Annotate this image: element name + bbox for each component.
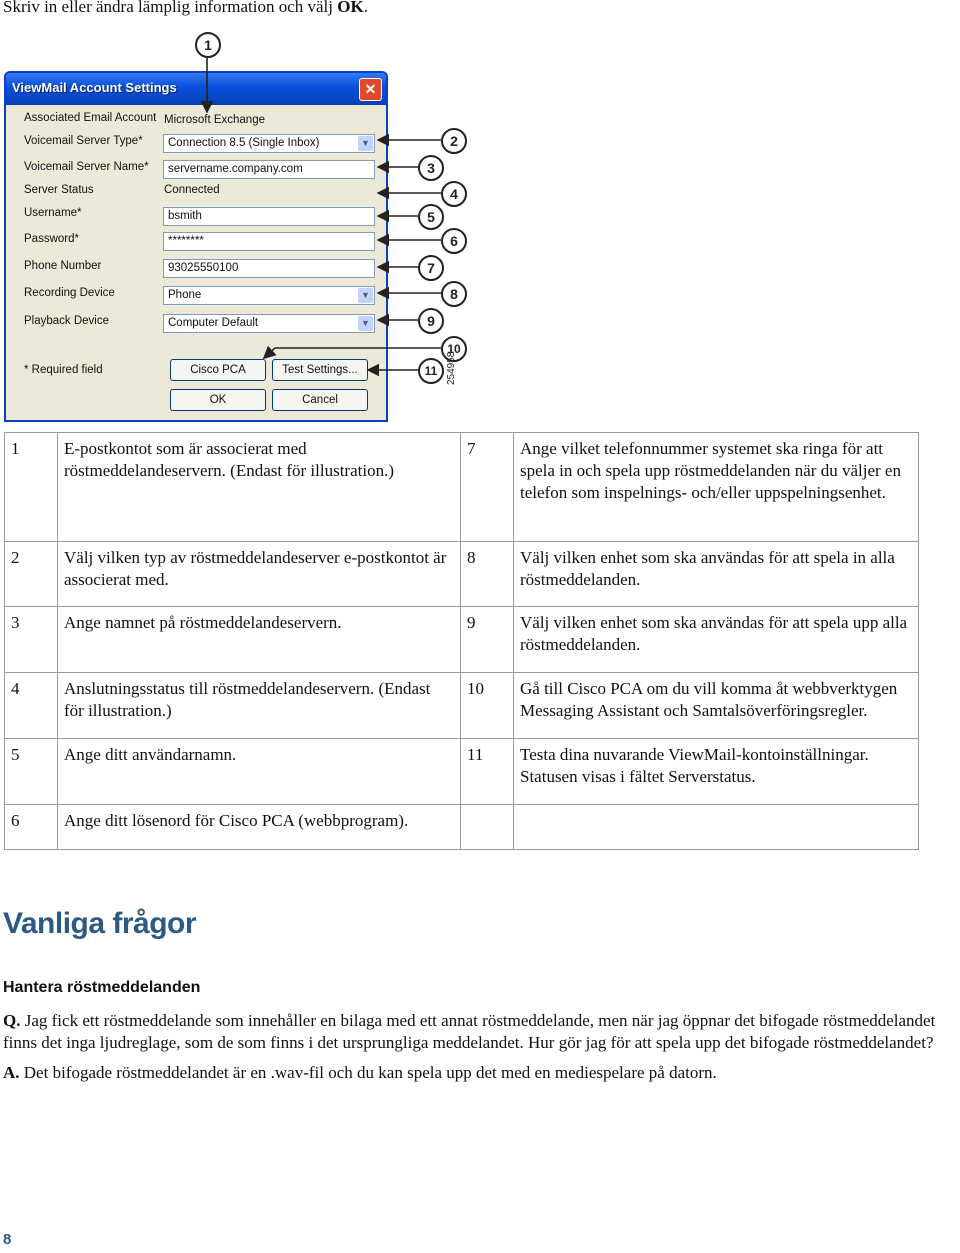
intro-text: Skriv in eller ändra lämplig information och välj OK.	[3, 0, 368, 16]
label-email-account: Associated Email Account	[24, 112, 157, 124]
chevron-down-icon: ▼	[358, 136, 373, 151]
label-server-status: Server Status	[24, 184, 94, 196]
faq-question: Q. Jag fick ett röstmeddelande som innehåller en bilaga med ett annat röstmeddelande, men när jag öppnar det bifogade röstmeddelandet finns det inga ljudreglage, som de som finns i det ursprungliga meddelandet. Hur gör jag för att spela upp det bifogade röstmeddelandet?	[3, 1011, 936, 1052]
callout-5: 5	[418, 204, 444, 230]
faq-subheading: Hantera röstmeddelanden	[3, 979, 201, 996]
label-playback: Playback Device	[24, 315, 110, 327]
faq-heading: Vanliga frågor	[3, 907, 197, 940]
table-row: 5 Ange ditt användarnamn. 11 Testa dina nuvarande ViewMail-kontoinställningar. Statusen visas i fältet Serverstatus.	[5, 739, 919, 805]
cisco-pca-button[interactable]: Cisco PCA	[170, 359, 266, 381]
required-field-note: * Required field	[24, 364, 103, 376]
callout-7: 7	[418, 255, 444, 281]
password-input[interactable]: ********	[163, 232, 375, 251]
test-settings-button[interactable]: Test Settings...	[272, 359, 368, 381]
callout-3: 3	[418, 155, 444, 181]
table-row: 3 Ange namnet på röstmeddelandeservern. 9 Välj vilken enhet som ska användas för att spela upp alla röstmeddelanden.	[5, 607, 919, 673]
faq-answer: A. Det bifogade röstmeddelandet är en .wav-fil och du kan spela upp det med en mediespelare på datorn.	[3, 1063, 717, 1082]
username-input[interactable]: bsmith	[163, 207, 375, 226]
callout-10: 10	[441, 336, 467, 362]
callout-2: 2	[441, 128, 467, 154]
close-icon[interactable]: ✕	[359, 78, 382, 101]
table-row: 6 Ange ditt lösenord för Cisco PCA (webbprogram).	[5, 805, 919, 850]
callout-arrows	[0, 0, 480, 430]
phone-input[interactable]: 93025550100	[163, 259, 375, 278]
server-type-select[interactable]: Connection 8.5 (Single Inbox) ▼	[163, 134, 375, 153]
table-row: 2 Välj vilken typ av röstmeddelandeserver e-postkontot är associerat med. 8 Välj vilken enhet som ska användas för att spela in alla röstmeddelanden.	[5, 542, 919, 607]
page-number: 8	[3, 1231, 12, 1248]
dialog-title: ViewMail Account Settings	[12, 80, 177, 95]
chevron-down-icon: ▼	[358, 316, 373, 331]
playback-device-select[interactable]: Computer Default ▼	[163, 314, 375, 333]
label-username: Username*	[24, 207, 82, 219]
label-server-type: Voicemail Server Type*	[24, 135, 143, 147]
figure-id: 254958	[446, 351, 457, 385]
value-email-account: Microsoft Exchange	[164, 114, 265, 126]
callout-legend-table	[4, 432, 919, 850]
table-row: 4 Anslutningsstatus till röstmeddelandeservern. (Endast för illustration.) 10 Gå till Cisco PCA om du vill komma åt webbverktygen Messaging Assistant och Samtalsöverföringsregler.	[5, 673, 919, 739]
chevron-down-icon: ▼	[358, 288, 373, 303]
value-server-status: Connected	[164, 184, 220, 196]
table-row: 1 E-postkontot som är associerat med röstmeddelandeservern. (Endast för illustration.) 7 Ange vilket telefonnummer systemet ska ringa för att spela in och spela upp röstmeddelanden när du väljer en telefon som inspelnings- och/eller uppspelningsenhet.	[5, 433, 919, 542]
label-phone: Phone Number	[24, 260, 102, 272]
cancel-button[interactable]: Cancel	[272, 389, 368, 411]
label-server-name: Voicemail Server Name*	[24, 161, 149, 173]
callout-11: 11	[418, 358, 444, 384]
label-password: Password*	[24, 233, 79, 245]
server-name-input[interactable]: servername.company.com	[163, 160, 375, 179]
label-recording: Recording Device	[24, 287, 115, 299]
ok-button[interactable]: OK	[170, 389, 266, 411]
recording-device-select[interactable]: Phone ▼	[163, 286, 375, 305]
callout-8: 8	[441, 281, 467, 307]
callout-9: 9	[418, 308, 444, 334]
callout-6: 6	[441, 228, 467, 254]
callout-4: 4	[441, 181, 467, 207]
callout-1: 1	[195, 32, 221, 58]
